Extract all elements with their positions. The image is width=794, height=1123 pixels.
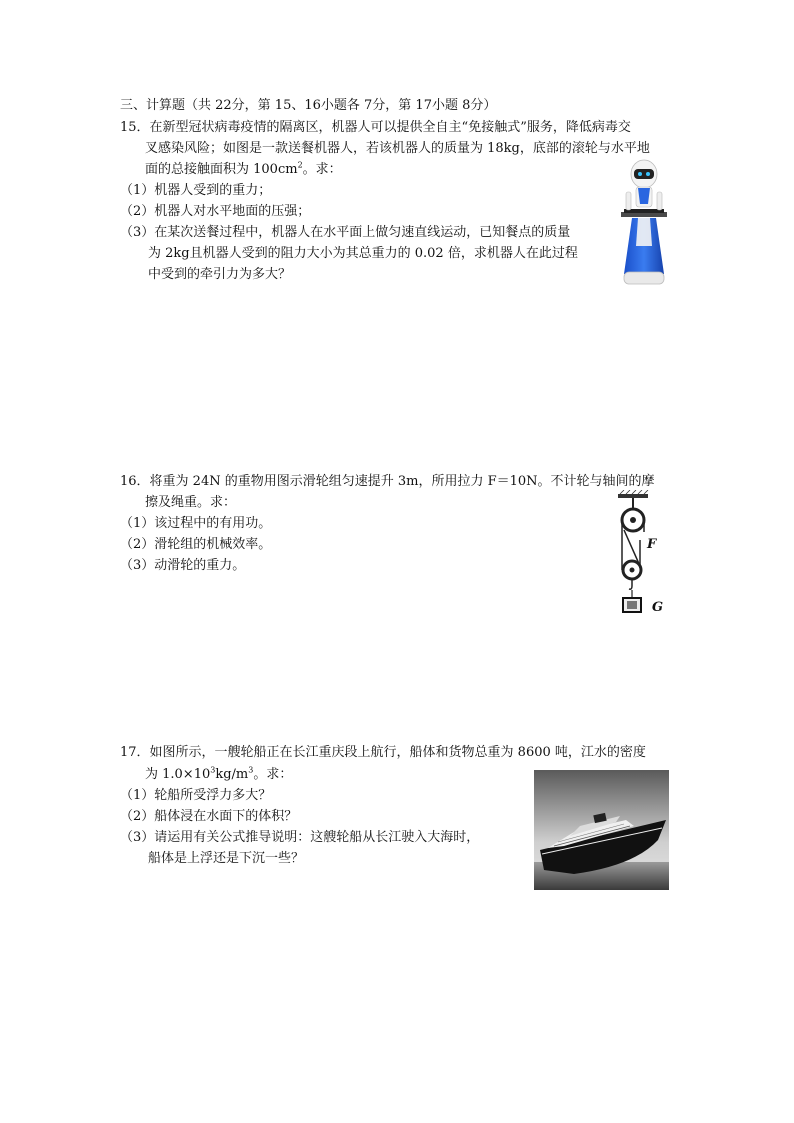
q15-line3-end: 。求： [302,162,342,177]
q16-sub1: （1）该过程中的有用功。 [120,516,272,531]
q15-line2: 叉感染风险；如图是一款送餐机器人，若该机器人的质量为 18kg，底部的滚轮与水平地 [145,141,650,156]
q15-sub3-line2: 为 2kg且机器人受到的阻力大小为其总重力的 0.02 倍，求机器人在此过程 [148,246,578,261]
q17-sub3-line2: 船体是上浮还是下沉一些？ [148,851,305,866]
q17-line2-unit: kg/m [215,767,249,782]
q16-line1: 16．将重为 24N 的重物用图示滑轮组匀速提升 3m，所用拉力 F＝10N。不计轮与轴间的摩 [120,474,655,489]
q17-line2 [145,765,292,785]
q16-line2: 擦及绳重。求： [145,495,237,510]
q15-sub2: （2）机器人对水平地面的压强； [120,204,311,219]
q15-sub3-line1: （3）在某次送餐过程中，机器人在水平面上做匀速直线运动，已知餐点的质量 [120,225,571,240]
weight-g-label: G [652,600,664,615]
q17-line2-text: 为 1.0×10 [145,767,211,782]
q17-line2-sup2: 3 [248,765,254,775]
q15-line3-sup: 2 [297,160,303,170]
q17-line1: 17．如图所示，一艘轮船正在长江重庆段上航行，船体和货物总重为 8600 吨，江水的密度 [120,745,646,760]
q17-sub3-line1: （3）请运用有关公式推导说明：这艘轮船从长江驶入大海时， [120,830,480,845]
q17-sub1: （1）轮船所受浮力多大？ [120,788,272,803]
q15-sub1: （1）机器人受到的重力； [120,183,272,198]
force-f-label: F [647,537,657,552]
q17-sub2: （2）船体浸在水面下的体积？ [120,809,298,824]
q15-sub3-line3: 中受到的牵引力为多大？ [148,267,292,282]
ship-photo-icon [534,770,669,890]
section-title: 三、计算题（共 22分，第 15、16小题各 7分，第 17小题 8分） [120,98,497,113]
q16-sub3: （3）动滑轮的重力。 [120,558,246,573]
q15-line3 [145,160,342,180]
q15-line3-text: 面的总接触面积为 100cm [145,162,298,177]
q15-line1: 15．在新型冠状病毒疫情的隔离区，机器人可以提供全自主“免接触式”服务，降低病毒交 [120,120,631,135]
q16-sub2: （2）滑轮组的机械效率。 [120,537,272,552]
q17-line2-sup1: 3 [210,765,216,775]
q17-line2-end: 。求： [253,767,293,782]
robot-figure-icon [616,156,672,288]
